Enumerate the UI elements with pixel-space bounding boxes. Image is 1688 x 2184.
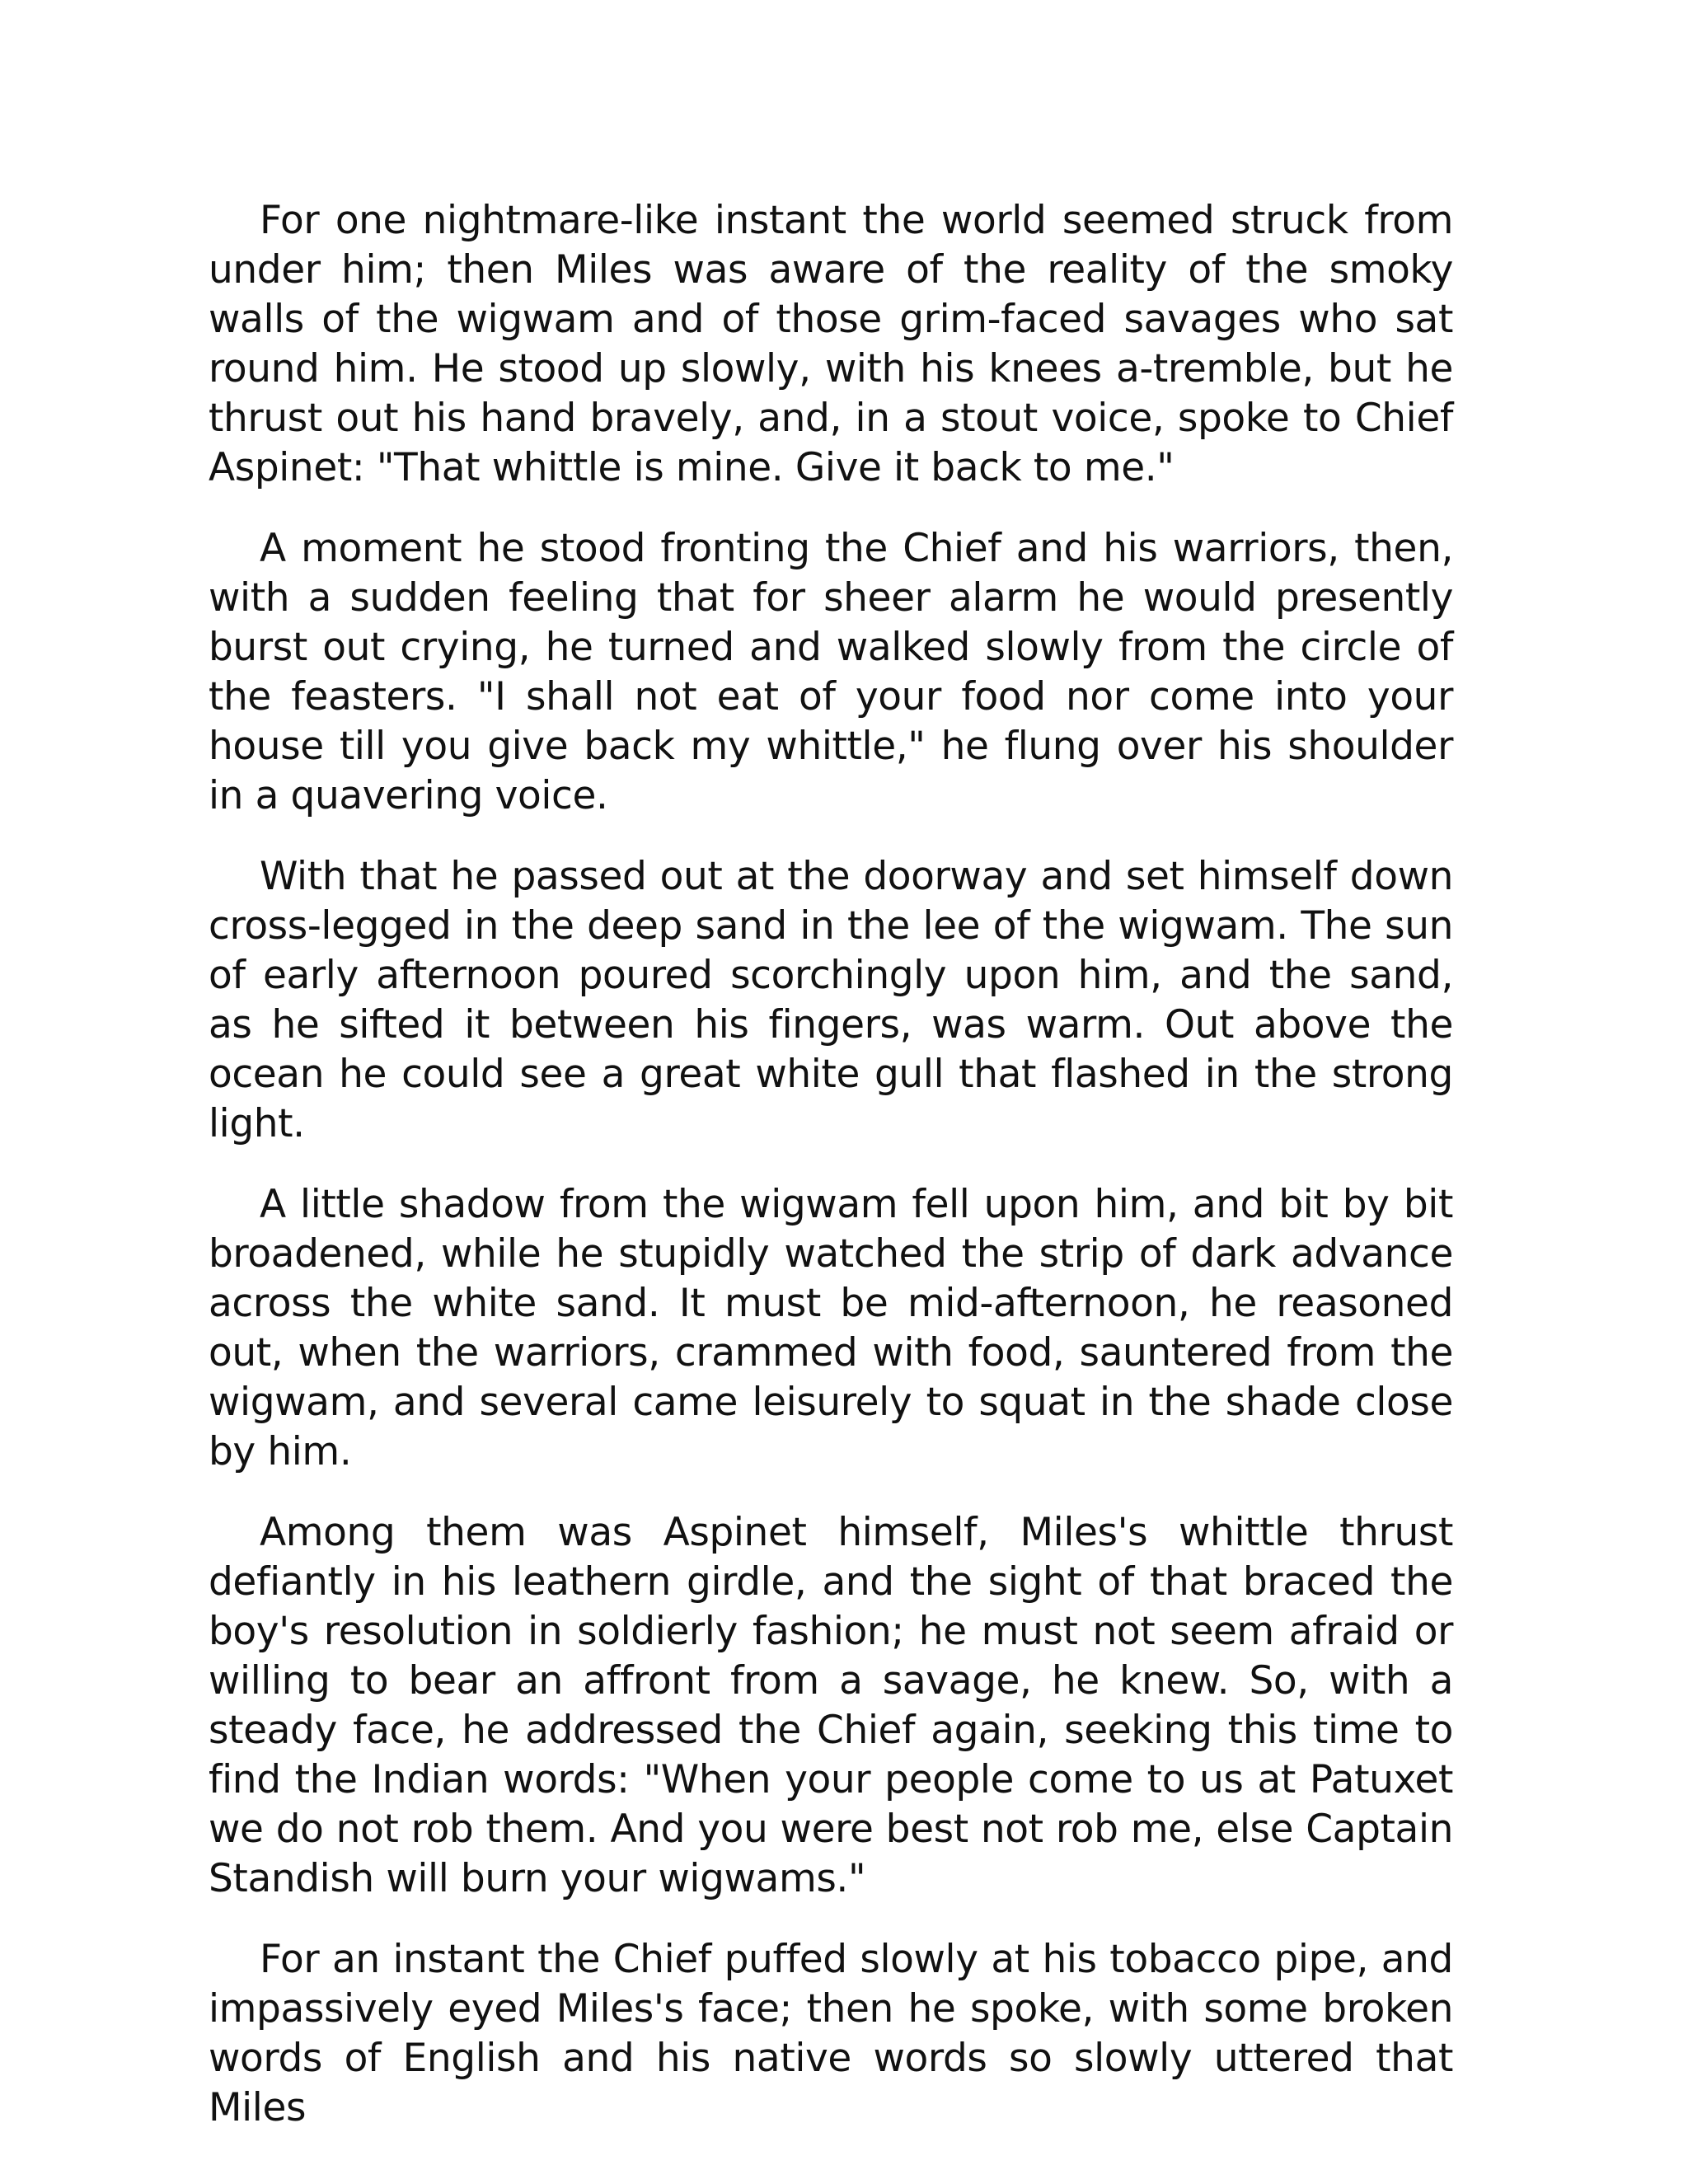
page-body (209, 196, 1453, 2164)
paragraph: A little shadow from the wigwam fell upon him, and bit by bit broadened, while he stupidly watched the strip of dark advance across the white sand. It must be mid-afternoon, he reasoned out, when the warriors, crammed with food, sauntered from the wigwam, and several came leisurely to squat in the shade close by him. (209, 1182, 1453, 1474)
paragraph: For one nightmare-like instant the world seemed struck from under him; then Miles was aware of the reality of the smoky walls of the wigwam and of those grim-faced savages who sat round him. He stood up slowly, with his knees a-tremble, but he thrust out his hand bravely, and, in a stout voice, spoke to Chief Aspinet: "That whittle is mine. Give it back to me." (209, 198, 1453, 490)
paragraph: Among them was Aspinet himself, Miles's whittle thrust defiantly in his leathern girdle, and the sight of that braced the boy's resolution in soldierly fashion; he must not seem afraid or willing to bear an affront from a savage, he knew. So, with a steady face, he addressed the Chief again, seeking this time to find the Indian words: "When your people come to us at Patuxet we do not rob them. And you were best not rob me, else Captain Standish will burn your wigwams." (209, 1510, 1453, 1901)
paragraph: With that he passed out at the doorway and set himself down cross-legged in the deep sand in the lee of the wigwam. The sun of early afternoon poured scorchingly upon him, and the sand, as he sifted it between his fingers, was warm. Out above the ocean he could see a great white gull that flashed in the strong light. (209, 854, 1453, 1146)
paragraph: For an instant the Chief puffed slowly at his tobacco pipe, and impassively eyed Miles's face; then he spoke, with some broken words of English and his native words so slowly uttered that Miles (209, 1937, 1453, 2130)
paragraph: A moment he stood fronting the Chief and his warriors, then, with a sudden feeling that for sheer alarm he would presently burst out crying, he turned and walked slowly from the circle of the feasters. "I shall not eat of your food nor come into your house till you give back my whittle," he flung over his shoulder in a quavering voice. (209, 526, 1453, 818)
